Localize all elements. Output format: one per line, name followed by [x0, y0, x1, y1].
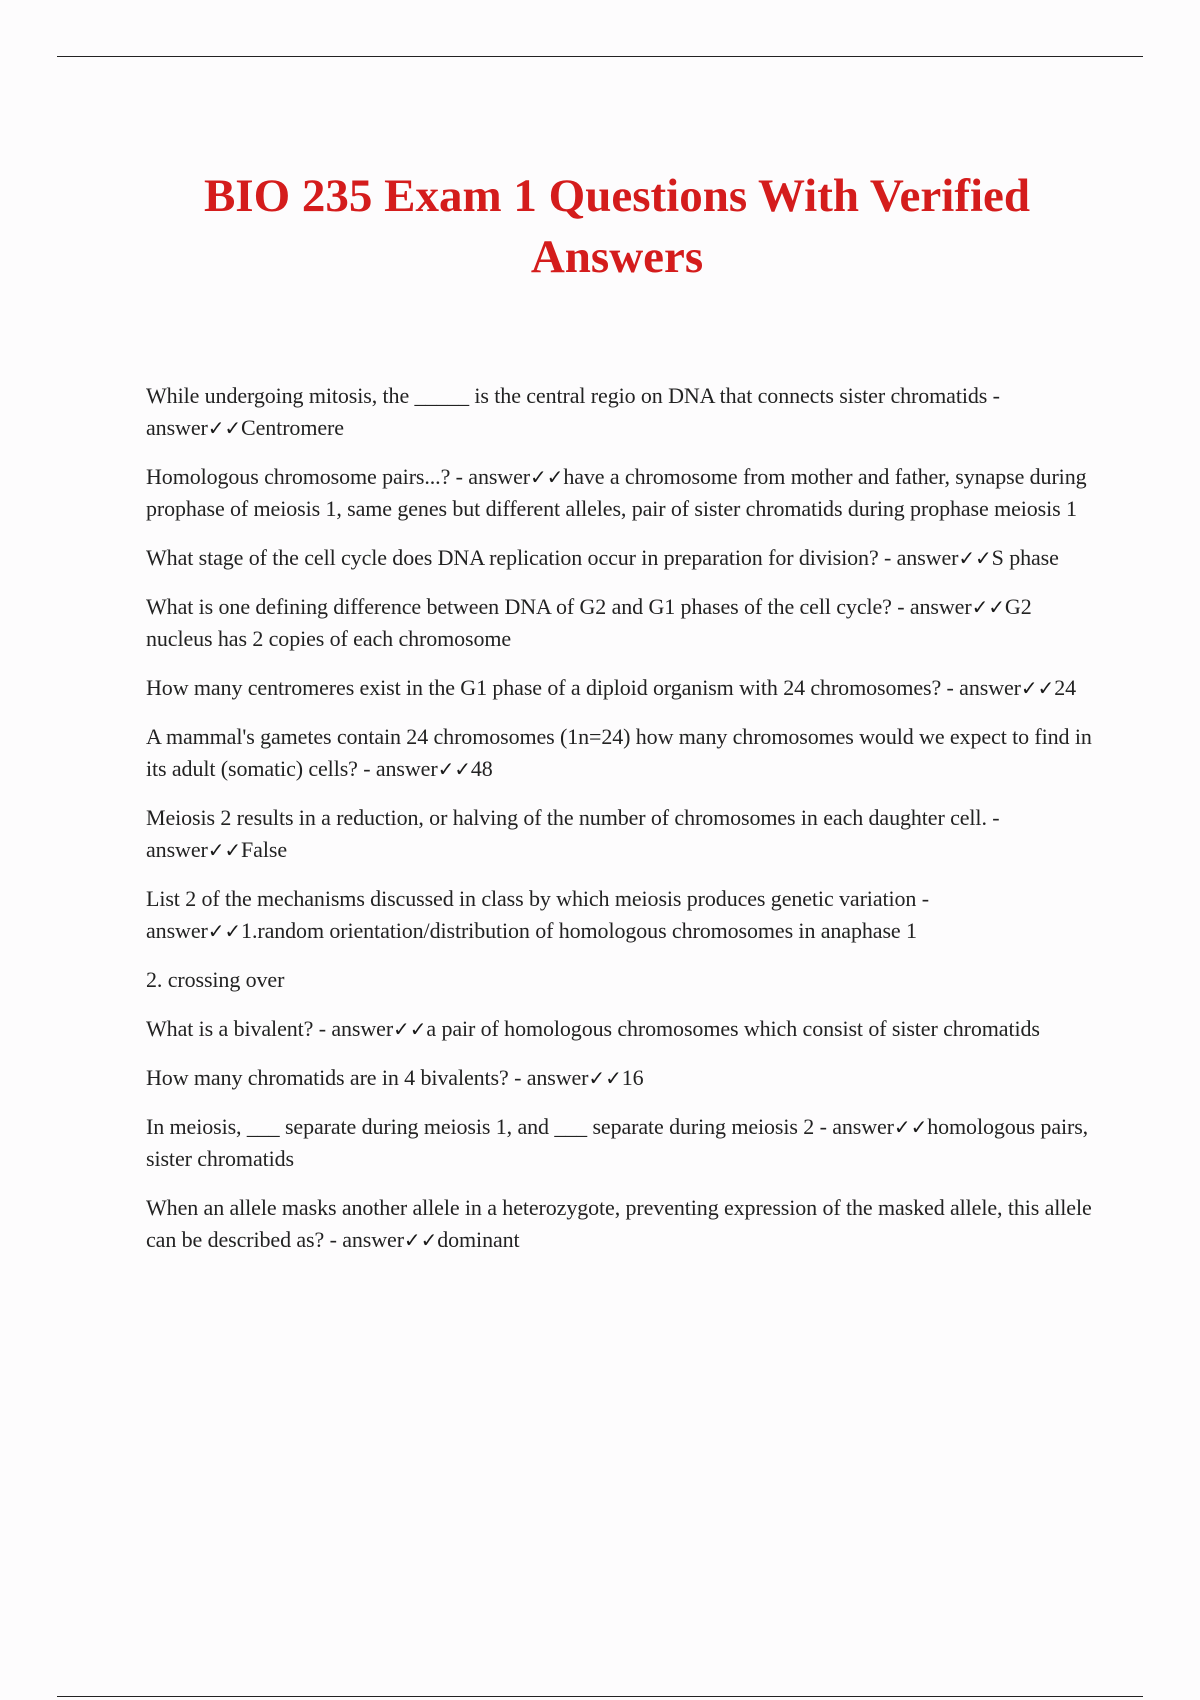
qa-item [146, 802, 1098, 866]
answer-prefix: - answer [357, 756, 438, 781]
answer-text: 24 [1054, 675, 1077, 700]
qa-item [146, 883, 1098, 947]
answer-prefix: - answer [146, 886, 929, 943]
double-check-icon: ✓✓ [971, 595, 1005, 619]
answer-text: have a chromosome from mother and father, synapse during prophase of meiosis 1, same genes but different alleles, pair of sister chromatids during prophase meiosis 1 [146, 464, 1087, 521]
qa-item [146, 1013, 1098, 1045]
double-check-icon: ✓✓ [529, 465, 564, 489]
question-text: While undergoing mitosis, the _____ is the central regio on DNA that connects sister chromatids [146, 383, 988, 408]
document-title: BIO 235 Exam 1 Questions With Verified Answers [203, 170, 1031, 283]
footer-rule [57, 1696, 1143, 1697]
answer-text: Centromere [241, 415, 344, 440]
answer-text: 48 [470, 756, 493, 781]
double-check-icon: ✓✓ [437, 757, 471, 781]
answer-text: a pair of homologous chromosomes which consist of sister chromatids [426, 1016, 1040, 1041]
header-rule [57, 56, 1143, 57]
double-check-icon: ✓✓ [207, 919, 242, 943]
qa-item [146, 672, 1098, 704]
question-text: Homologous chromosome pairs...? [146, 464, 451, 489]
answer-text: 1.random orientation/distribution of homologous chromosomes in anaphase 1 [241, 918, 917, 943]
question-text: How many chromatids are in 4 bivalents? [146, 1065, 509, 1090]
answer-prefix: - answer [814, 1114, 894, 1139]
double-check-icon: ✓✓ [1020, 676, 1055, 700]
answer-prefix: - answer [878, 545, 959, 570]
question-text: Meiosis 2 results in a reduction, or halving of the number of chromosomes in each daughter cell. [146, 805, 987, 830]
qa-list [146, 380, 1098, 1273]
answer-prefix: - answer [450, 464, 530, 489]
qa-item [146, 542, 1098, 574]
answer-prefix: - answer [941, 675, 1021, 700]
answer-text: S phase [991, 545, 1059, 570]
qa-item-continuation [146, 964, 1098, 996]
question-text: What is a bivalent? [146, 1016, 314, 1041]
answer-prefix: - answer [146, 805, 1000, 862]
question-text: How many centromeres exist in the G1 phase of a diploid organism with 24 chromosomes? [146, 675, 942, 700]
double-check-icon: ✓✓ [588, 1066, 622, 1090]
double-check-icon: ✓✓ [403, 1228, 438, 1252]
question-text: When an allele masks another allele in a heterozygote, preventing expression of the masked allele, this allele can be described as? [146, 1195, 1092, 1252]
double-check-icon: ✓✓ [393, 1017, 427, 1041]
answer-prefix: - answer [508, 1065, 589, 1090]
answer-text: homologous pairs, sister chromatids [146, 1114, 1089, 1171]
answer-prefix: - answer [324, 1227, 404, 1252]
qa-item [146, 721, 1098, 785]
qa-item [146, 1192, 1098, 1256]
answer-text: G2 nucleus has 2 copies of each chromosome [146, 594, 1032, 651]
answer-text: False [241, 837, 287, 862]
double-check-icon: ✓✓ [893, 1115, 928, 1139]
qa-item [146, 380, 1098, 444]
question-text: List 2 of the mechanisms discussed in class by which meiosis produces genetic variation [146, 886, 917, 911]
qa-item [146, 591, 1098, 655]
answer-text: 2. crossing over [146, 967, 285, 992]
question-text: In meiosis, ___ separate during meiosis 1, and ___ separate during meiosis 2 [146, 1114, 815, 1139]
question-text: What is one defining difference between DNA of G2 and G1 phases of the cell cycle? [146, 594, 892, 619]
double-check-icon: ✓✓ [958, 546, 992, 570]
answer-prefix: - answer [313, 1016, 394, 1041]
double-check-icon: ✓✓ [207, 416, 242, 440]
question-text: A mammal's gametes contain 24 chromosomes (1n=24) how many chromosomes would we expect to find in its adult (somatic) cells? [146, 724, 1092, 781]
answer-prefix: - answer [146, 383, 1000, 440]
question-text: What stage of the cell cycle does DNA replication occur in preparation for division? [146, 545, 879, 570]
qa-item [146, 1111, 1098, 1175]
answer-text: 16 [621, 1065, 644, 1090]
answer-text: dominant [437, 1227, 520, 1252]
qa-item [146, 1062, 1098, 1094]
qa-item [146, 461, 1098, 525]
double-check-icon: ✓✓ [207, 838, 242, 862]
answer-prefix: - answer [891, 594, 972, 619]
